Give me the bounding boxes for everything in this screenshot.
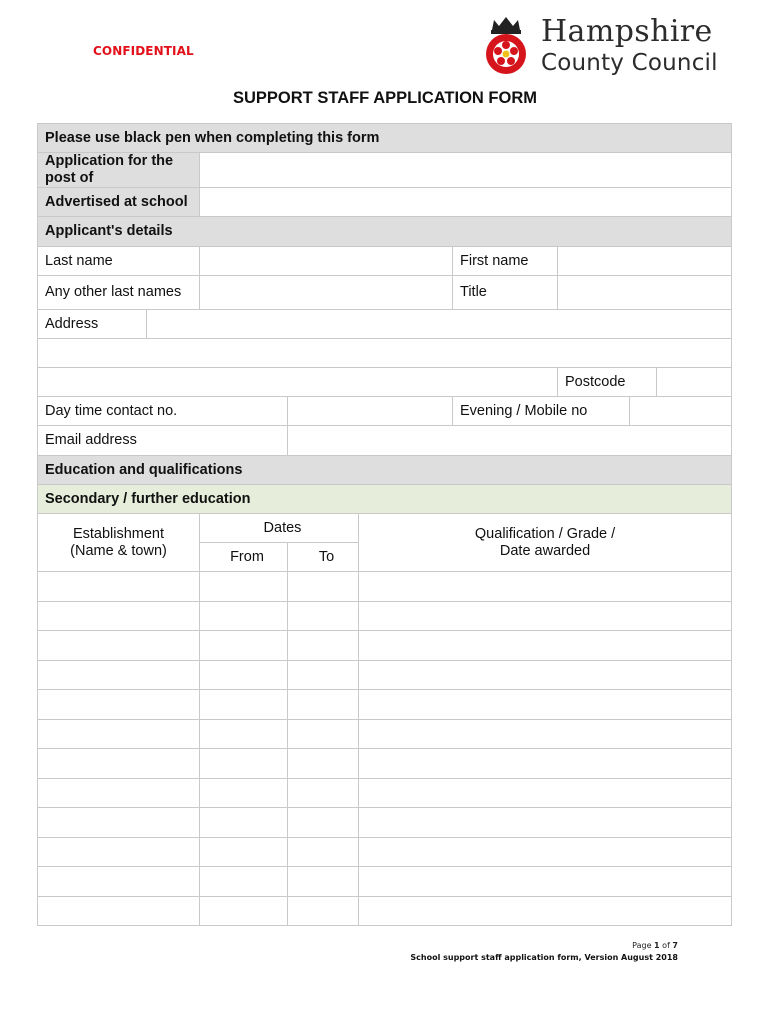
- title-label: Title: [453, 276, 558, 310]
- evening-contact-field[interactable]: [630, 397, 732, 426]
- crest-icon: [482, 14, 530, 76]
- address-field-2[interactable]: [38, 339, 732, 368]
- first-name-field[interactable]: [558, 247, 732, 276]
- form-version: School support staff application form, Version August 2018: [410, 953, 678, 962]
- day-contact-field[interactable]: [288, 397, 453, 426]
- footer: [410, 941, 678, 962]
- table-row: [38, 631, 732, 661]
- table-row: [38, 896, 732, 926]
- address-label: Address: [38, 310, 147, 339]
- post-field[interactable]: [200, 153, 732, 188]
- first-name-label: First name: [453, 247, 558, 276]
- table-row: [38, 778, 732, 808]
- other-names-field[interactable]: [200, 276, 453, 310]
- address-field-3[interactable]: [38, 368, 558, 397]
- application-form-table: [37, 123, 732, 926]
- education-heading: Education and qualifications: [38, 456, 732, 485]
- last-name-field[interactable]: [200, 247, 453, 276]
- school-field[interactable]: [200, 188, 732, 217]
- col-from-header: From: [200, 543, 288, 572]
- table-row: [38, 690, 732, 720]
- education-rows: [38, 572, 732, 926]
- address-field-1[interactable]: [147, 310, 732, 339]
- page-number: Page 1 of 7: [632, 941, 678, 950]
- col-dates-header: Dates: [200, 514, 359, 543]
- evening-contact-label: Evening / Mobile no: [453, 397, 630, 426]
- postcode-label: Postcode: [558, 368, 657, 397]
- table-row: [38, 572, 732, 602]
- other-names-label: Any other last names: [38, 276, 200, 310]
- table-row: [38, 601, 732, 631]
- last-name-label: Last name: [38, 247, 200, 276]
- col-establishment-header: Establishment (Name & town): [38, 514, 200, 572]
- hampshire-logo: [478, 14, 728, 78]
- postcode-field[interactable]: [657, 368, 732, 397]
- table-row: [38, 719, 732, 749]
- table-row: [38, 808, 732, 838]
- logo-line-2: County Council: [541, 50, 718, 76]
- table-row: [38, 749, 732, 779]
- day-contact-label: Day time contact no.: [38, 397, 288, 426]
- email-field[interactable]: [288, 426, 732, 456]
- col-qualification-header: Qualification / Grade / Date awarded: [359, 514, 732, 572]
- logo-line-1: Hampshire: [541, 14, 713, 49]
- table-row: [38, 867, 732, 897]
- school-label: Advertised at school: [38, 188, 200, 217]
- confidential-label: CONFIDENTIAL: [93, 44, 194, 58]
- table-row: [38, 837, 732, 867]
- email-label: Email address: [38, 426, 288, 456]
- secondary-education-heading: Secondary / further education: [38, 485, 732, 514]
- title-field[interactable]: [558, 276, 732, 310]
- col-to-header: To: [288, 543, 359, 572]
- post-label: Application for the post of: [38, 153, 200, 188]
- page-title: SUPPORT STAFF APPLICATION FORM: [232, 89, 538, 107]
- table-row: [38, 660, 732, 690]
- applicant-details-heading: Applicant's details: [38, 217, 732, 247]
- instruction-row: Please use black pen when completing this form: [38, 124, 732, 153]
